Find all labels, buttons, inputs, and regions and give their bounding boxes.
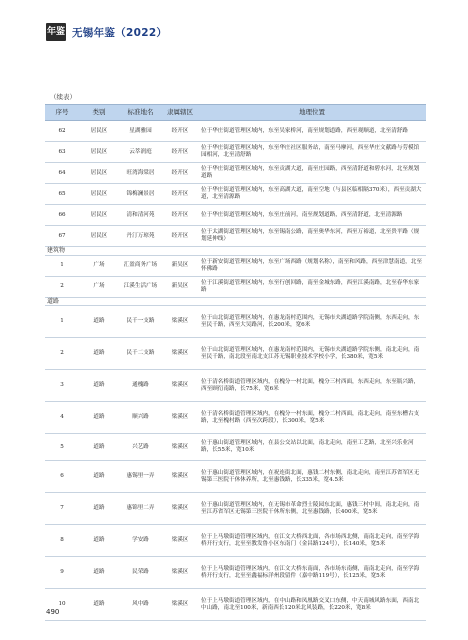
row-category: 居民区 bbox=[79, 226, 119, 247]
row-category: 道路 bbox=[79, 525, 119, 557]
row-category: 广场 bbox=[79, 255, 119, 276]
row-district: 经开区 bbox=[162, 163, 198, 184]
row-category: 广场 bbox=[79, 276, 119, 297]
row-number: 64 bbox=[45, 163, 79, 184]
section-label: 道路 bbox=[45, 297, 426, 306]
row-number: 2 bbox=[45, 338, 79, 370]
row-district: 经开区 bbox=[162, 142, 198, 163]
continued-label: （续表） bbox=[50, 93, 76, 101]
row-standard-name: 星湖雅园 bbox=[119, 121, 162, 142]
col-header-number: 序号 bbox=[45, 105, 79, 121]
table-row bbox=[45, 184, 426, 205]
row-location: 位于山北街道管理区域内，在惠龙南村范围内，无锡市夫湖道路学院东侧，南北走向，南至民千路，南北段至南北支江苏无锡职业技术学校小学，长380米，宽5米 bbox=[198, 338, 426, 370]
row-category: 道路 bbox=[79, 338, 119, 370]
row-number: 6 bbox=[45, 461, 79, 493]
row-standard-name: 顺兴路 bbox=[119, 402, 162, 434]
row-standard-name: 清和清河苑 bbox=[119, 205, 162, 226]
table-row bbox=[45, 557, 426, 589]
row-category: 道路 bbox=[79, 370, 119, 402]
table-row bbox=[45, 205, 426, 226]
row-district: 梁溪区 bbox=[162, 434, 198, 461]
row-standard-name: 惠锦里二弄 bbox=[119, 493, 162, 525]
row-district: 新吴区 bbox=[162, 255, 198, 276]
row-location: 位于华庄街道管理区域内，东至吴家桥河，南至规划道路，西至观顺道，北至清舒路 bbox=[198, 121, 426, 142]
row-location: 位于上马墩街道管理区域内，在江文大桥西北面，各市场西北侧，南南北走向，南至学海桥开行支行，北至至教发鲁小区东南门（金昌路124号），长140米，宽5米 bbox=[198, 525, 426, 557]
row-district: 梁溪区 bbox=[162, 525, 198, 557]
row-district: 新吴区 bbox=[162, 276, 198, 297]
row-location: 位于惠山街道管理区域内，在祝连街北面，惠钱二村东侧，南北走向，南至江苏省军区无锡第三医院干休休养所，北至惠钱路，长335米，宽4.5米 bbox=[198, 461, 426, 493]
row-number: 1 bbox=[45, 306, 79, 338]
row-district: 梁溪区 bbox=[162, 402, 198, 434]
row-standard-name: 民千二支路 bbox=[119, 338, 162, 370]
table-row bbox=[45, 306, 426, 338]
row-category: 居民区 bbox=[79, 205, 119, 226]
row-category: 居民区 bbox=[79, 163, 119, 184]
row-district: 经开区 bbox=[162, 205, 198, 226]
row-location: 位于惠山街道管理区域内，在无锡市革命烈士陵园东北面，惠钱三村中间，南北走向，南至江苏省军区无锡第三医院干休所东侧，北至惠钱路，长400米，宽5米 bbox=[198, 493, 426, 525]
table-row bbox=[45, 338, 426, 370]
row-location: 位于惠山街道管理区域内，在县公交站以北面，南北走向，南至工艺路，北至兴乐业河路，长55米，宽10米 bbox=[198, 434, 426, 461]
section-label: 建筑物 bbox=[45, 247, 426, 256]
row-standard-name: 民荣路 bbox=[119, 557, 162, 589]
book-title: 无锡年鉴（2022） bbox=[72, 26, 168, 39]
row-category: 道路 bbox=[79, 434, 119, 461]
table-row bbox=[45, 402, 426, 434]
row-standard-name: 云萃润庭 bbox=[119, 142, 162, 163]
row-district: 梁溪区 bbox=[162, 338, 198, 370]
row-category: 道路 bbox=[79, 557, 119, 589]
row-standard-name: 汇盈商务广场 bbox=[119, 255, 162, 276]
row-number: 4 bbox=[45, 402, 79, 434]
row-number: 67 bbox=[45, 226, 79, 247]
row-district: 经开区 bbox=[162, 184, 198, 205]
row-district: 梁溪区 bbox=[162, 493, 198, 525]
table-row bbox=[45, 255, 426, 276]
row-standard-name: 民千一支路 bbox=[119, 306, 162, 338]
col-header-location: 地理位置 bbox=[198, 105, 426, 121]
row-number: 66 bbox=[45, 205, 79, 226]
row-standard-name: 惠锡里一弄 bbox=[119, 461, 162, 493]
row-standard-name: 锦梅澜景居 bbox=[119, 184, 162, 205]
row-number: 65 bbox=[45, 184, 79, 205]
row-standard-name: 丹汀万琼苑 bbox=[119, 226, 162, 247]
row-category: 道路 bbox=[79, 306, 119, 338]
row-number: 62 bbox=[45, 121, 79, 142]
row-location: 位于上马墩街道管理区域内，在江文大桥东南面，各市场东南侧，南南北走向，南至学海桥开行支行，北至至鑫福标洋州段留件（嘉中路119号），长125米，宽5米 bbox=[198, 557, 426, 589]
row-standard-name: 学安路 bbox=[119, 525, 162, 557]
row-number: 5 bbox=[45, 434, 79, 461]
row-district: 梁溪区 bbox=[162, 461, 198, 493]
row-standard-name: 江溪生活广场 bbox=[119, 276, 162, 297]
row-category: 道路 bbox=[79, 402, 119, 434]
row-district: 梁溪区 bbox=[162, 589, 198, 621]
table-row bbox=[45, 589, 426, 621]
row-category: 道路 bbox=[79, 589, 119, 621]
table-row bbox=[45, 434, 426, 461]
row-location: 位于山北街道管理区域内，在惠龙南村范围内，无锡市夫湖道路学院南侧，东西走向，东至民千路，西至大吴路河，长200米，宽6米 bbox=[198, 306, 426, 338]
row-number: 10 bbox=[45, 589, 79, 621]
row-number: 63 bbox=[45, 142, 79, 163]
row-category: 道路 bbox=[79, 493, 119, 525]
row-category: 居民区 bbox=[79, 142, 119, 163]
row-standard-name: 风中路 bbox=[119, 589, 162, 621]
table-header-row bbox=[45, 105, 426, 121]
row-standard-name: 兴艺路 bbox=[119, 434, 162, 461]
section-row bbox=[45, 247, 426, 256]
row-number: 7 bbox=[45, 493, 79, 525]
row-number: 1 bbox=[45, 255, 79, 276]
row-district: 经开区 bbox=[162, 226, 198, 247]
row-category: 道路 bbox=[79, 461, 119, 493]
table-row bbox=[45, 276, 426, 297]
page-header bbox=[46, 21, 167, 43]
row-location: 位于清名桥街道管理区域内，在槐分一村北面，槐分三村西面，东西走向，东至瓶兴路，西至顾衍南路，长75米，宽6米 bbox=[198, 370, 426, 402]
row-location: 位于上马墩街道管理区域内，在中山路和凤凰路交叉口东侧，中天南城风路东面，西南北中山路，南北至100米，新南西长120米北风装路，长220米，宽8米 bbox=[198, 589, 426, 621]
col-header-category: 类别 bbox=[79, 105, 119, 121]
row-district: 梁溪区 bbox=[162, 557, 198, 589]
page-number: 490 bbox=[46, 608, 60, 616]
col-header-district: 隶属辖区 bbox=[162, 105, 198, 121]
row-location: 位于江溪街道管理区域内，东至行创回路，南至金城东路，西至江溪南路，北至春华东家路 bbox=[198, 276, 426, 297]
row-location: 位于太湖街道管理区域内，东至锡南公路，南至奥华东河，西至万裕道，北至贵平路（规划延伸线） bbox=[198, 226, 426, 247]
row-number: 9 bbox=[45, 557, 79, 589]
row-location: 位于新安街道管理区域内，东至广场西路（规划名称），南至和风路，西至津慧南道，北至怀佛路 bbox=[198, 255, 426, 276]
table-row bbox=[45, 493, 426, 525]
row-location: 位于华庄街道管理区域内，东至高湖大道，南至空地（与县区临相隔370米），西至贡湖大道，北至清源路 bbox=[198, 184, 426, 205]
table-row bbox=[45, 121, 426, 142]
row-category: 居民区 bbox=[79, 121, 119, 142]
row-number: 8 bbox=[45, 525, 79, 557]
row-location: 位于华庄街道管理区域内，东至贡湖大道，南至庄园路，西至清舒道和碧水河，北至规划道路 bbox=[198, 163, 426, 184]
section-row bbox=[45, 297, 426, 306]
row-location: 位于华庄街道管理区域内，东至庄前河，南至规划道路，西至清舒道，北至清源路 bbox=[198, 205, 426, 226]
row-number: 2 bbox=[45, 276, 79, 297]
table-row bbox=[45, 142, 426, 163]
row-location: 位于华庄街道管理区域内，东至华庄社区服务站，南至马摩河，西至华庄文献路与劳模馆园相河，北至清舒路 bbox=[198, 142, 426, 163]
row-district: 梁溪区 bbox=[162, 370, 198, 402]
row-standard-name: 通槐路 bbox=[119, 370, 162, 402]
row-district: 梁溪区 bbox=[162, 306, 198, 338]
row-standard-name: 旺湾海棠居 bbox=[119, 163, 162, 184]
row-number: 3 bbox=[45, 370, 79, 402]
table-row bbox=[45, 163, 426, 184]
table-row bbox=[45, 525, 426, 557]
col-header-standard-name: 标准地名 bbox=[119, 105, 162, 121]
table-row bbox=[45, 370, 426, 402]
row-category: 居民区 bbox=[79, 184, 119, 205]
table-row bbox=[45, 461, 426, 493]
place-names-table bbox=[45, 104, 426, 621]
row-district: 经开区 bbox=[162, 121, 198, 142]
yearbook-logo: 年鉴 bbox=[46, 23, 66, 41]
row-location: 位于清名桥街道管理区域内，在槐分一村东面，槐分二村西面，南北走向，南至东槽古支路，北至槐村路（西至次跨段），长300米，宽5米 bbox=[198, 402, 426, 434]
table-row bbox=[45, 226, 426, 247]
